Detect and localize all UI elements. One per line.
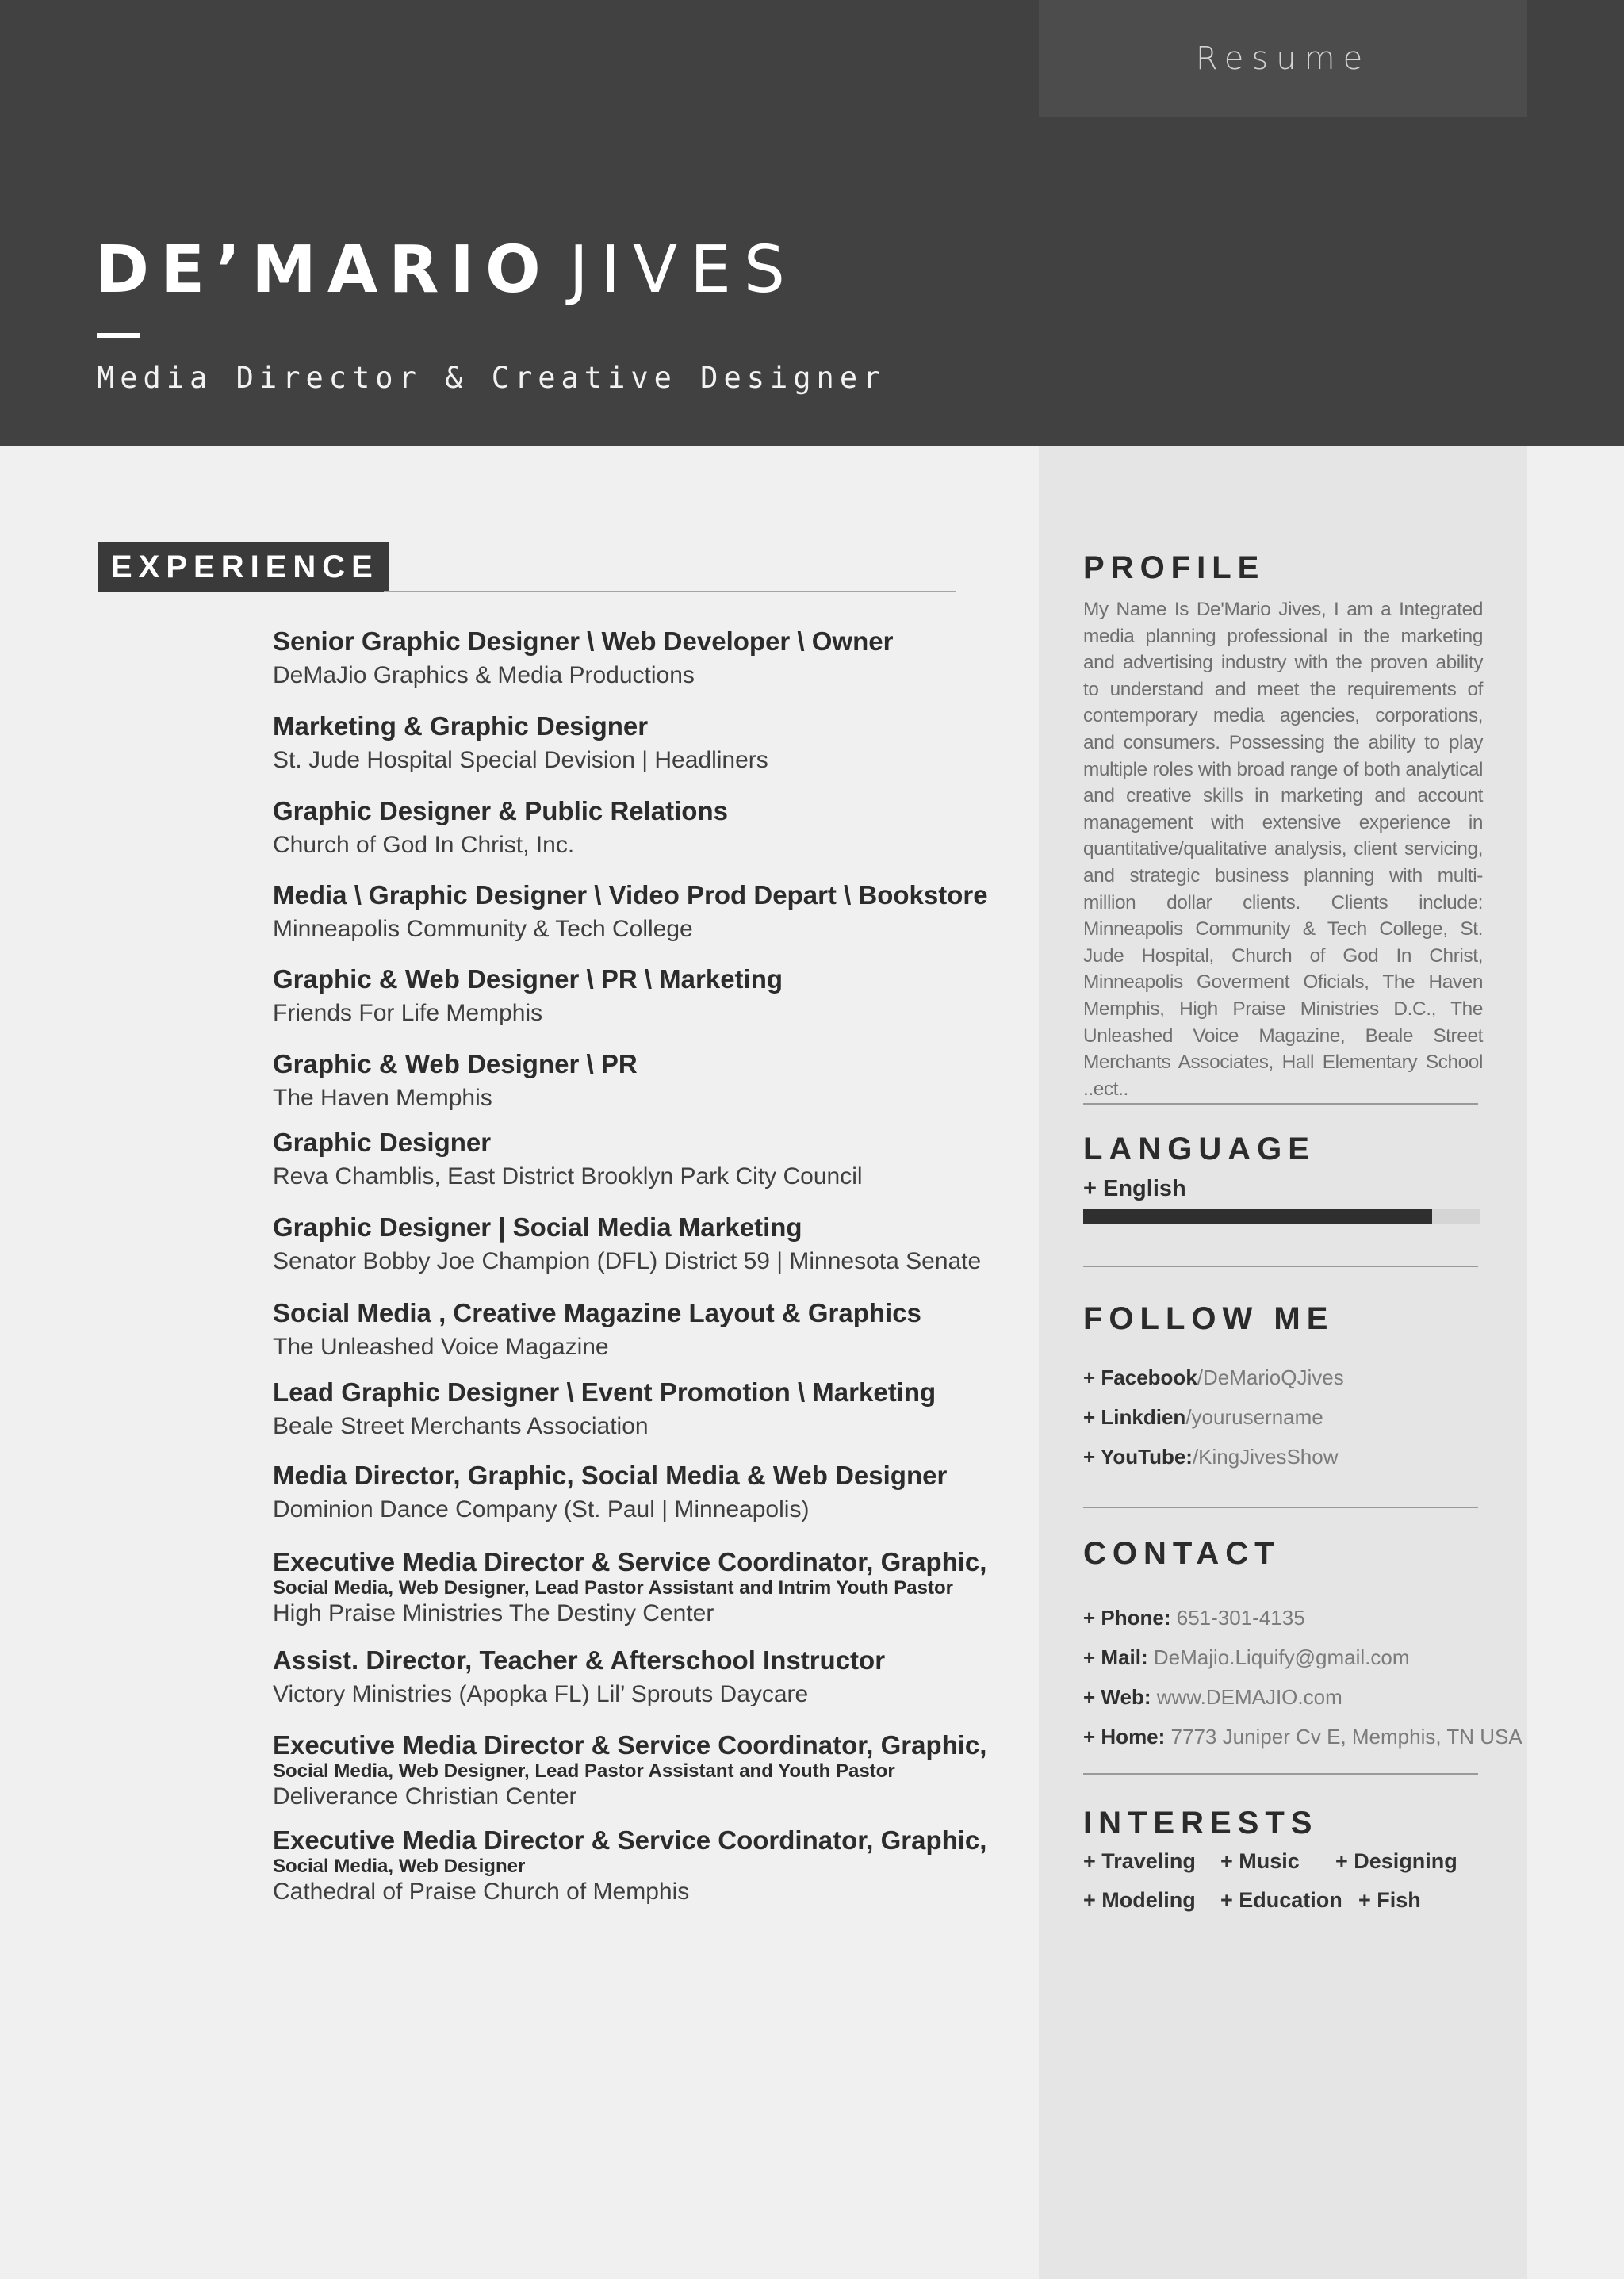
job-entry — [273, 1049, 638, 1114]
job-organization: Church of God In Christ, Inc. — [273, 832, 575, 858]
job-entry — [273, 880, 988, 945]
job-role: Graphic & Web Designer \ PR — [273, 1049, 638, 1078]
header-banner — [0, 0, 1624, 446]
job-entry — [273, 1825, 986, 1908]
interest-item: + Fish — [1358, 1888, 1421, 1912]
job-role: Executive Media Director & Service Coordinator, Graphic, — [273, 1730, 987, 1760]
contact-label: + Phone: — [1083, 1606, 1171, 1630]
job-organization: High Praise Ministries The Destiny Center — [273, 1600, 714, 1626]
job-role: Media Director, Graphic, Social Media & Web Designer — [273, 1461, 948, 1490]
contact-heading: CONTACT — [1083, 1536, 1281, 1571]
social-linkedin[interactable] — [1083, 1405, 1323, 1430]
job-entry — [273, 1212, 981, 1277]
social-facebook[interactable] — [1083, 1365, 1344, 1390]
contact-label: + Mail: — [1083, 1645, 1148, 1669]
job-role: Graphic & Web Designer \ PR \ Marketing — [273, 964, 783, 994]
job-detail: Social Media, Web Designer, Lead Pastor Assistant and Intrim Youth Pastor — [273, 1577, 953, 1599]
interest-item: + Traveling — [1083, 1849, 1196, 1873]
job-detail: Social Media, Web Designer, Lead Pastor Assistant and Youth Pastor — [273, 1760, 895, 1782]
job-role: Executive Media Director & Service Coordinator, Graphic, — [273, 1825, 987, 1855]
job-organization: Deliverance Christian Center — [273, 1783, 577, 1810]
job-organization: Minneapolis Community & Tech College — [273, 916, 693, 942]
language-level-fill — [1083, 1209, 1432, 1224]
job-entry — [273, 1298, 921, 1363]
job-organization: Cathedral of Praise Church of Memphis — [273, 1879, 690, 1905]
interest-item: + Designing — [1335, 1849, 1457, 1873]
job-entry — [273, 1547, 986, 1630]
language-heading: LANGUAGE — [1083, 1132, 1316, 1166]
contact-phone — [1083, 1606, 1305, 1630]
interest-item: + Music — [1220, 1849, 1300, 1873]
job-role: Lead Graphic Designer \ Event Promotion \ Marketing — [273, 1377, 936, 1407]
profile-divider — [1083, 1103, 1478, 1105]
interest-item: + Modeling — [1083, 1888, 1196, 1912]
contact-value: 7773 Juniper Cv E, Memphis, TN USA — [1170, 1725, 1522, 1749]
job-role: Senior Graphic Designer \ Web Developer \ Owner — [273, 626, 894, 656]
last-name: JIVES — [569, 232, 798, 308]
language-english: + English — [1083, 1176, 1186, 1201]
profile-text: My Name Is De'Mario Jives, I am a Integrated media planning professional in the marketing and advertising industry with the proven ability to understand and meet the requirements of contemporary media agencies, corporations, and consumers. Possessing the ability to play multiple roles with broad range of both analytical and creative skills in marketing and account management with extensive experience in quantitative/qualitative analysis, client servicing, and strategic business planning with multi-million dollar clients. Clients include: Minneapolis Community & Tech College, St. Jude Hospital, Church of God In Christ, Minneapolis Goverment Oficials, The Haven Memphis, High Praise Ministries D.C., The Unleashed Voice Magazine, Beale Street Merchants Associates, Hall Elementary School ..ect.. — [1083, 599, 1483, 1100]
job-organization: Victory Ministries (Apopka FL) Lil’ Sprouts Daycare — [273, 1681, 809, 1707]
resume-tab — [1039, 0, 1527, 117]
job-organization: The Unleashed Voice Magazine — [273, 1334, 609, 1360]
contact-divider — [1083, 1773, 1478, 1775]
social-youtube[interactable] — [1083, 1445, 1339, 1469]
job-entry — [273, 964, 783, 1029]
social-handle: /KingJivesShow — [1192, 1445, 1339, 1469]
first-name: DE’MARIO — [95, 232, 552, 308]
job-organization: DeMaJio Graphics & Media Productions — [273, 662, 695, 688]
job-role: Graphic Designer | Social Media Marketing — [273, 1212, 802, 1242]
job-role: Assist. Director, Teacher & Afterschool Instructor — [273, 1645, 886, 1675]
full-name — [95, 232, 798, 308]
name-underline — [97, 333, 140, 338]
contact-value: www.DEMAJIO.com — [1156, 1685, 1342, 1709]
experience-divider — [384, 591, 956, 592]
interests-heading: INTERESTS — [1083, 1806, 1319, 1840]
job-role: Executive Media Director & Service Coordinator, Graphic, — [273, 1547, 987, 1576]
contact-home — [1083, 1725, 1522, 1749]
profile-heading: PROFILE — [1083, 550, 1266, 585]
contact-value: DeMajio.Liquify@gmail.com — [1153, 1645, 1410, 1669]
job-role: Media \ Graphic Designer \ Video Prod Depart \ Bookstore — [273, 880, 988, 910]
job-organization: Friends For Life Memphis — [273, 1000, 543, 1026]
experience-heading: EXPERIENCE — [98, 542, 389, 592]
job-entry — [273, 626, 893, 691]
contact-value: 651-301-4135 — [1176, 1606, 1305, 1630]
job-organization: Beale Street Merchants Association — [273, 1413, 649, 1439]
job-entry — [273, 796, 728, 861]
job-role: Graphic Designer — [273, 1128, 492, 1157]
job-organization: St. Jude Hospital Special Devision | Headliners — [273, 747, 768, 773]
job-organization: Dominion Dance Company (St. Paul | Minneapolis) — [273, 1496, 810, 1523]
social-label: + Linkdien — [1083, 1405, 1186, 1429]
contact-label: + Home: — [1083, 1725, 1166, 1749]
job-entry — [273, 1461, 947, 1526]
contact-label: + Web: — [1083, 1685, 1151, 1709]
social-label: + YouTube: — [1083, 1445, 1193, 1469]
job-detail: Social Media, Web Designer — [273, 1856, 526, 1877]
job-role: Marketing & Graphic Designer — [273, 711, 649, 741]
social-handle: /yourusername — [1185, 1405, 1323, 1429]
job-role: Graphic Designer & Public Relations — [273, 796, 728, 825]
job-organization: The Haven Memphis — [273, 1085, 492, 1111]
interest-item: + Education — [1220, 1888, 1342, 1912]
social-label: + Facebook — [1083, 1365, 1197, 1389]
language-level-bar — [1083, 1209, 1480, 1224]
contact-mail[interactable] — [1083, 1645, 1410, 1670]
job-role: Social Media , Creative Magazine Layout & Graphics — [273, 1298, 921, 1327]
contact-web[interactable] — [1083, 1685, 1342, 1710]
job-entry — [273, 711, 768, 776]
job-entry — [273, 1377, 936, 1442]
job-organization: Reva Chamblis, East District Brooklyn Park City Council — [273, 1163, 863, 1189]
job-entry — [273, 1730, 986, 1813]
job-title: Media Director & Creative Designer — [97, 361, 887, 395]
job-entry — [273, 1645, 885, 1710]
follow-divider — [1083, 1507, 1478, 1508]
language-divider — [1083, 1266, 1478, 1267]
resume-tab-label: Resume — [1195, 40, 1371, 77]
social-handle: /DeMarioQJives — [1197, 1365, 1344, 1389]
follow-heading: FOLLOW ME — [1083, 1301, 1335, 1336]
job-organization: Senator Bobby Joe Champion (DFL) District 59 | Minnesota Senate — [273, 1248, 982, 1274]
job-entry — [273, 1128, 863, 1193]
